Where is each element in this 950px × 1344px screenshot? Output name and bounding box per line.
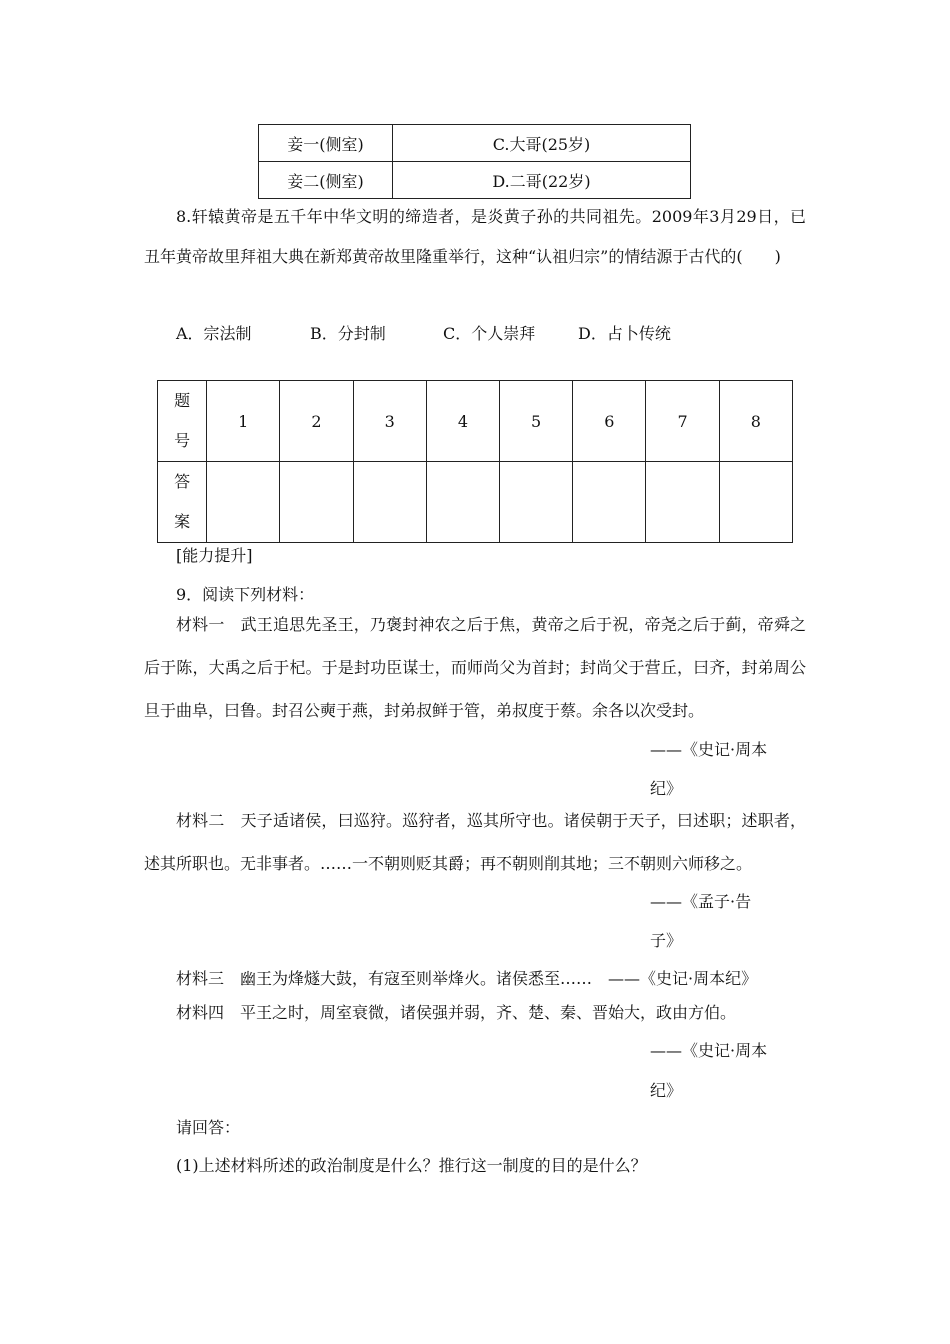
answer-label-cell (158, 462, 207, 543)
material-4-source-end: 纪》 (650, 1081, 683, 1100)
table-cell: 妾二(侧室) (259, 162, 393, 199)
question-8-stem: 8.轩辕黄帝是五千年中华文明的缔造者，是炎黄子孙的共同祖先。2009年3月29日，已丑年黄帝故里拜祖大典在新郑黄帝故里隆重举行，这种“认祖归宗”的情结源于古代的( ) (144, 207, 806, 266)
number-cell: 3 (353, 381, 426, 462)
q8-option-c: C．个人崇拜 (443, 324, 536, 343)
answer-cell[interactable] (426, 462, 499, 543)
material-1-source: ——《史记·周本 (650, 740, 768, 759)
question-9-title: 9．阅读下列材料： (176, 585, 315, 604)
answer-cell[interactable] (500, 462, 573, 543)
header-label: 题号 (174, 391, 191, 450)
section-title: [能力提升] (176, 546, 253, 565)
table-cell: D.二哥(22岁) (393, 162, 691, 199)
answer-cell[interactable] (207, 462, 280, 543)
number-cell: 2 (280, 381, 353, 462)
material-2: 材料二 天子适诸侯，曰巡狩。巡狩者，巡其所守也。诸侯朝于天子，曰述职；述职者，述其所职也。无非事者。……一不朝则贬其爵；再不朝则削其地；三不朝则六师移之。 (144, 811, 806, 873)
answer-cell[interactable] (646, 462, 719, 543)
q8-option-d: D．占卜传统 (578, 324, 671, 343)
answer-cell[interactable] (719, 462, 792, 543)
number-cell: 8 (719, 381, 792, 462)
material-1: 材料一 武王追思先圣王，乃褒封神农之后于焦，黄帝之后于祝，帝尧之后于蓟，帝舜之后于陈，大禹之后于杞。于是封功臣谋士，而师尚父为首封；封尚父于营丘，曰齐，封弟周公旦于曲阜，曰鲁。封召公奭于燕，封弟叔鲜于管，弟叔度于蔡。余各以次受封。 (144, 615, 806, 720)
number-cell: 6 (573, 381, 646, 462)
answer-prompt: 请回答： (176, 1118, 241, 1137)
answer-cell[interactable] (353, 462, 426, 543)
answer-cell[interactable] (280, 462, 353, 543)
answer-label: 答案 (174, 472, 191, 531)
material-2-source-end: 子》 (650, 931, 683, 950)
material-2-source: ——《孟子·告 (650, 892, 752, 911)
answer-cell[interactable] (573, 462, 646, 543)
table-cell: 妾一(侧室) (259, 125, 393, 162)
table-row (259, 125, 691, 162)
table-cell: C.大哥(25岁) (393, 125, 691, 162)
sub-question-1: (1)上述材料所述的政治制度是什么？推行这一制度的目的是什么？ (176, 1156, 647, 1175)
material-1-source-end: 纪》 (650, 779, 683, 798)
material-4-source: ——《史记·周本 (650, 1041, 768, 1060)
material-3: 材料三 幽王为烽燧大鼓，有寇至则举烽火。诸侯悉至…… ——《史记·周本纪》 (176, 969, 758, 988)
table-row (259, 162, 691, 199)
q8-option-b: B．分封制 (310, 324, 386, 343)
table-row (158, 381, 793, 462)
table-row (158, 462, 793, 543)
q8-option-a: A．宗法制 (176, 324, 252, 343)
material-4: 材料四 平王之时，周室衰微，诸侯强并弱，齐、楚、秦、晋始大，政由方伯。 (176, 1003, 737, 1022)
answer-table (157, 380, 793, 543)
number-cell: 4 (426, 381, 499, 462)
number-cell: 7 (646, 381, 719, 462)
family-table (258, 124, 691, 199)
number-cell: 5 (500, 381, 573, 462)
header-label-cell (158, 381, 207, 462)
number-cell: 1 (207, 381, 280, 462)
